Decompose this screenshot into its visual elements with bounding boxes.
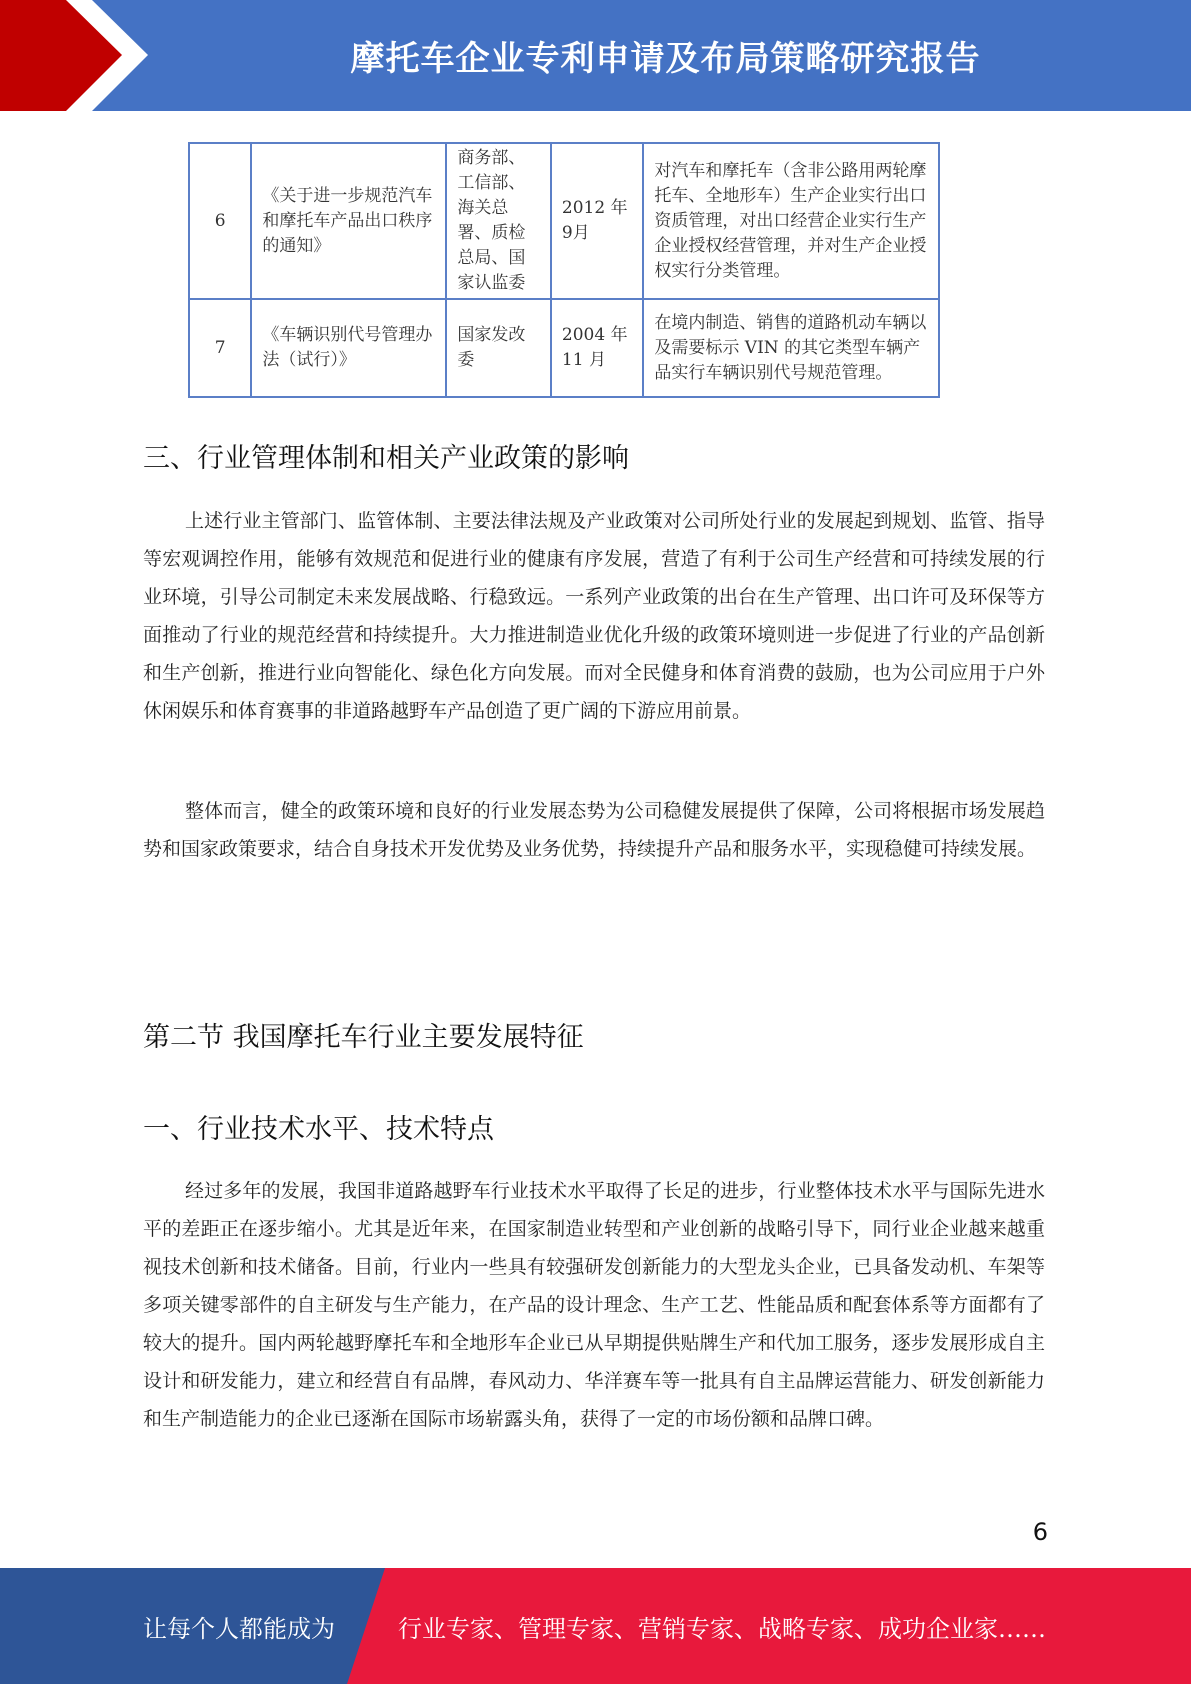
- table-cell-date: 2004 年 11 月: [551, 299, 643, 397]
- header-arrow-icon: [0, 0, 160, 111]
- section-heading: 三、行业管理体制和相关产业政策的影响: [143, 443, 629, 474]
- table-cell-desc: 在境内制造、销售的道路机动车辆以及需要标示 VIN 的其它类型车辆产品实行车辆识别代号规范管理。: [643, 299, 939, 397]
- table-cell-name: 《车辆识别代号管理办法（试行）》: [251, 299, 446, 397]
- section-heading: 一、行业技术水平、技术特点: [143, 1114, 494, 1145]
- table-cell-no: 6: [189, 143, 251, 299]
- footer-slogan-right: 行业专家、管理专家、营销专家、战略专家、成功企业家……: [398, 1614, 1046, 1643]
- chapter-heading: 第二节 我国摩托车行业主要发展特征: [143, 1022, 584, 1053]
- body-paragraph: 经过多年的发展，我国非道路越野车行业技术水平取得了长足的进步，行业整体技术水平与国际先进水平的差距正在逐步缩小。尤其是近年来，在国家制造业转型和产业创新的战略引导下，同行业企业越来越重视技术创新和技术储备。目前，行业内一些具有较强研发创新能力的大型龙头企业，已具备发动机、车架等多项关键零部件的自主研发与生产能力，在产品的设计理念、生产工艺、性能品质和配套体系等方面都有了较大的提升。国内两轮越野摩托车和全地形车企业已从早期提供贴牌生产和代加工服务，逐步发展形成自主设计和研发能力，建立和经营自有品牌，春风动力、华洋赛车等一批具有自主品牌运营能力、研发创新能力和生产制造能力的企业已逐渐在国际市场崭露头角，获得了一定的市场份额和品牌口碑。: [143, 1180, 1045, 1430]
- table-cell-desc: 对汽车和摩托车（含非公路用两轮摩托车、全地形车）生产企业实行出口资质管理，对出口经营企业实行生产企业授权经营管理，并对生产企业授权实行分类管理。: [643, 143, 939, 299]
- table-cell-no: 7: [189, 299, 251, 397]
- body-paragraph: 整体而言，健全的政策环境和良好的行业发展态势为公司稳健发展提供了保障，公司将根据市场发展趋势和国家政策要求，结合自身技术开发优势及业务优势，持续提升产品和服务水平，实现稳健可持续发展。: [143, 800, 1045, 860]
- page-number: 6: [1032, 1518, 1048, 1546]
- policy-table: [188, 142, 940, 398]
- page-header: [0, 0, 1191, 111]
- header-title: 摩托车企业专利申请及布局策略研究报告: [350, 39, 981, 79]
- table-cell-dept: 商务部、工信部、海关总署、质检总局、国家认监委: [446, 143, 551, 299]
- table-cell-dept: 国家发改委: [446, 299, 551, 397]
- page-footer: [0, 1568, 1191, 1684]
- footer-slogan-left: 让每个人都能成为: [143, 1614, 335, 1643]
- table-cell-name: 《关于进一步规范汽车和摩托车产品出口秩序的通知》: [251, 143, 446, 299]
- table-row: [189, 299, 939, 397]
- table-row: [189, 143, 939, 299]
- table-cell-date: 2012 年 9月: [551, 143, 643, 299]
- body-paragraph: 上述行业主管部门、监管体制、主要法律法规及产业政策对公司所处行业的发展起到规划、监管、指导等宏观调控作用，能够有效规范和促进行业的健康有序发展，营造了有利于公司生产经营和可持续发展的行业环境，引导公司制定未来发展战略、行稳致远。一系列产业政策的出台在生产管理、出口许可及环保等方面推动了行业的规范经营和持续提升。大力推进制造业优化升级的政策环境则进一步促进了行业的产品创新和生产创新，推进行业向智能化、绿色化方向发展。而对全民健身和体育消费的鼓励，也为公司应用于户外休闲娱乐和体育赛事的非道路越野车产品创造了更广阔的下游应用前景。: [143, 510, 1045, 722]
